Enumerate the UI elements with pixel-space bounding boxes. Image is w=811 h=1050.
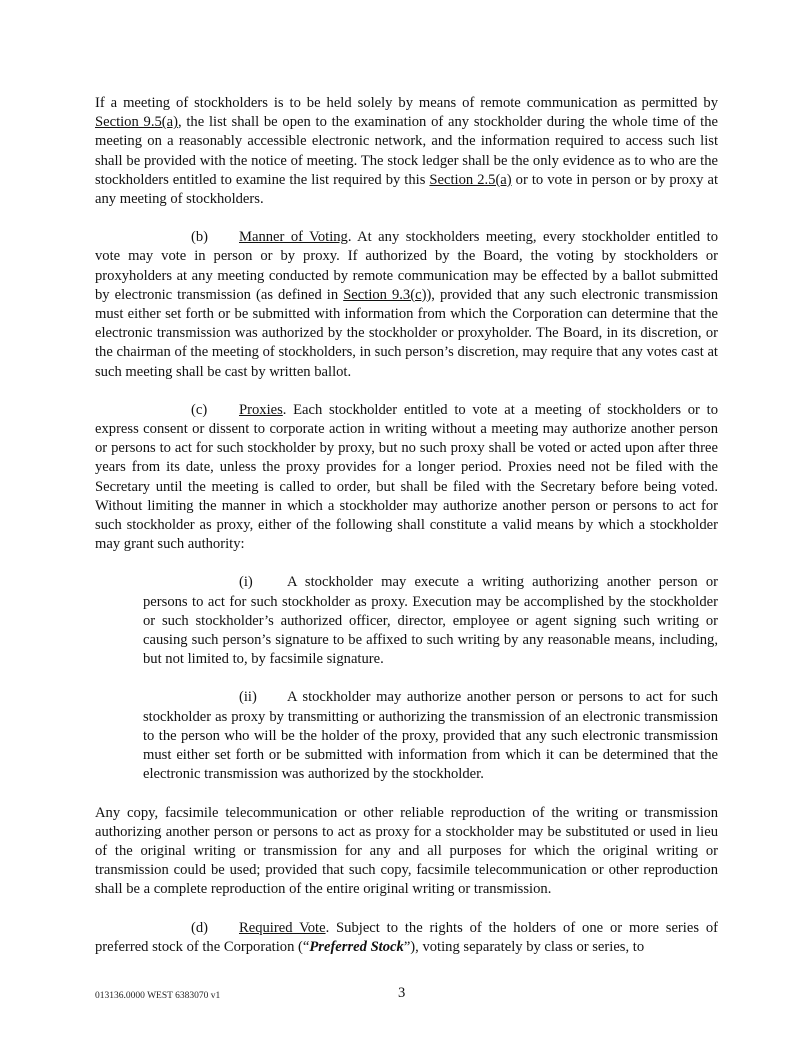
section-c-proxies (95, 401, 718, 555)
text: A stockholder may authorize another person or persons to act for such stockholder as proxy by transmitting or authorizing the transmission of an electronic transmission to the person who will be the holder of the proxy, provided that any such electronic transmission must either set forth or be submitted with information from which it can be determined that the electronic transmission was authorized by the stockholder. (143, 689, 718, 783)
text: . Each stockholder entitled to vote at a meeting of stockholders or to express consent or dissent to corporate action in writing without a meeting may authorize another person or persons to act for such stockholder by proxy, but no such proxy shall be voted or acted upon after three years from its date, unless the proxy provides for a longer period. Proxies need not be filed with the Secretary until the meeting is called to order, but shall be filed with the Secretary before being voted. Without limiting the manner in which a stockholder may authorize another person or persons to act for such stockholder as proxy, either of the following shall constitute a valid means by which a stockholder may grant such authority: (95, 401, 718, 553)
subsection-c-ii (143, 688, 718, 784)
text: or to vote in person or by proxy at any meeting of stockholders. (95, 171, 719, 208)
defined-term: Preferred Stock (309, 938, 404, 955)
section-label: (b) (191, 229, 209, 246)
text: A stockholder may execute a writing authorizing another person or persons to act for such stockholder as proxy. Execution may be accomplished by the stockholder or such stockholder’s authorized officer, director, employee or agent signing such writing or causing such person’s signature to be affixed to such writing by any reasonable means, including, but not limited to, by facsimile signature. (143, 574, 718, 668)
section-heading: Proxies (239, 401, 283, 418)
section-heading: Required Vote (239, 919, 326, 936)
section-label: (d) (191, 919, 209, 936)
section-heading: Manner of Voting (239, 229, 348, 246)
text: . Subject to the rights of the holders of one or more series of preferred stock of the Corporation (“ (95, 919, 718, 955)
footer-document-id: 013136.0000 WEST 6383070 v1 (95, 991, 221, 1001)
paragraph-remote-list (95, 94, 718, 209)
text: , the list shall be open to the examination of any stockholder during the whole time of the meeting on a reasonably accessible electronic network, and the information required to access such list shall be provided with the notice of meeting. The stock ledger shall be the only evidence as to who are the stockholders entitled to examine the list required by this (95, 114, 718, 188)
text: If a meeting of stockholders is to be held solely by means of remote communication as permitted by (95, 95, 718, 111)
subsection-label: (ii) (239, 689, 257, 706)
text: ”), voting separately by class or series, to (403, 938, 645, 955)
section-b-manner-of-voting (95, 228, 718, 382)
subsection-c-i (143, 573, 718, 669)
section-d-required-vote (95, 919, 718, 957)
document-page (95, 94, 718, 957)
subsection-label: (i) (239, 574, 253, 591)
section-ref-9-3c: Section 9.3(c) (343, 286, 427, 303)
text: ), provided that any such electronic transmission must either set forth or be submitted with information from which the Corporation can determine that the electronic transmission was authorized by the stockholder or proxyholder. The Board, in its discretion, or the chairman of the meeting of stockholders, in such person’s discretion, may require that any votes cast at such meeting shall be cast by written ballot. (95, 286, 718, 380)
paragraph-copy-reproduction: Any copy, facsimile telecommunication or other reliable reproduction of the writing or transmission authorizing another person or persons to act as proxy for a stockholder may be substituted or used in lieu of the original writing or transmission for any and all purposes for which the original writing or transmission could be used; provided that such copy, facsimile telecommunication or other reproduction shall be a complete reproduction of the entire original writing or transmission. (95, 804, 718, 898)
text: . At any stockholders meeting, every stockholder entitled to vote may vote in person or by proxy. If authorized by the Board, the voting by stockholders or proxyholders at any meeting conducted by remote communication may be effected by a ballot submitted by electronic transmission (as defined in (95, 229, 719, 303)
footer-page-number: 3 (398, 985, 406, 1001)
section-ref-2-5a: Section 2.5(a) (429, 171, 512, 188)
section-label: (c) (191, 401, 208, 418)
section-ref-9-5a: Section 9.5(a) (95, 114, 178, 131)
